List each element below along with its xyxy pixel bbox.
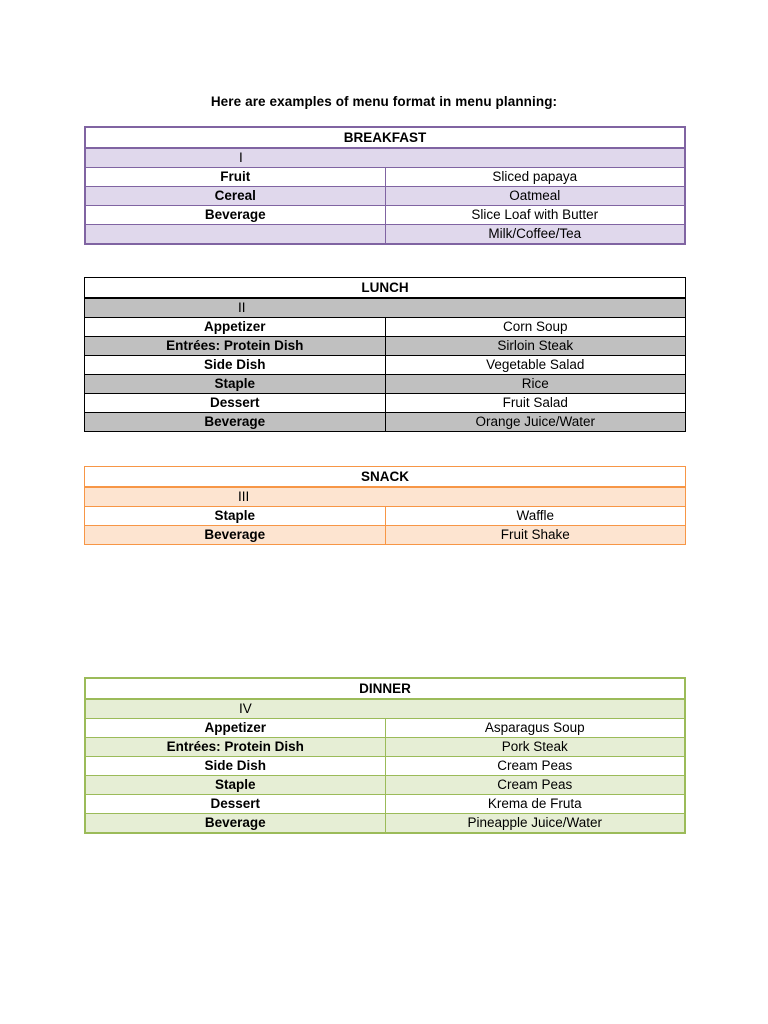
lunch-numeral: II xyxy=(85,298,686,318)
dinner-table xyxy=(84,677,686,834)
table-row xyxy=(85,526,686,545)
row-value: Pineapple Juice/Water xyxy=(385,814,685,834)
row-label: Fruit xyxy=(85,168,385,187)
table-row xyxy=(85,187,685,206)
table-title-row xyxy=(85,467,686,488)
table-row xyxy=(85,719,685,738)
table-numeral-row xyxy=(85,487,686,507)
row-label: Appetizer xyxy=(85,719,385,738)
table-row xyxy=(85,795,685,814)
row-label: Entrées: Protein Dish xyxy=(85,738,385,757)
table-title-row xyxy=(85,278,686,299)
snack-title: SNACK xyxy=(85,467,686,488)
row-label: Appetizer xyxy=(85,318,386,337)
table-row xyxy=(85,776,685,795)
row-label: Beverage xyxy=(85,206,385,225)
row-value: Sliced papaya xyxy=(385,168,685,187)
row-label: Dessert xyxy=(85,795,385,814)
table-row xyxy=(85,337,686,356)
row-value: Fruit Shake xyxy=(385,526,686,545)
table-row xyxy=(85,394,686,413)
lunch-title: LUNCH xyxy=(85,278,686,299)
table-row xyxy=(85,814,685,834)
row-value: Milk/Coffee/Tea xyxy=(385,225,685,245)
table-title-row xyxy=(85,127,685,148)
row-label: Staple xyxy=(85,375,386,394)
row-label: Beverage xyxy=(85,526,386,545)
row-value: Cream Peas xyxy=(385,757,685,776)
row-label: Staple xyxy=(85,776,385,795)
row-label: Beverage xyxy=(85,814,385,834)
row-label: Side Dish xyxy=(85,757,385,776)
table-row xyxy=(85,206,685,225)
row-value: Asparagus Soup xyxy=(385,719,685,738)
row-value: Cream Peas xyxy=(385,776,685,795)
row-value: Pork Steak xyxy=(385,738,685,757)
snack-numeral: III xyxy=(85,487,686,507)
row-value: Corn Soup xyxy=(385,318,686,337)
breakfast-numeral: I xyxy=(85,148,685,168)
table-row xyxy=(85,413,686,432)
row-value: Rice xyxy=(385,375,686,394)
dinner-numeral: IV xyxy=(85,699,685,719)
dinner-title: DINNER xyxy=(85,678,685,699)
row-value: Oatmeal xyxy=(385,187,685,206)
table-row xyxy=(85,375,686,394)
row-label: Cereal xyxy=(85,187,385,206)
row-value: Slice Loaf with Butter xyxy=(385,206,685,225)
row-label xyxy=(85,225,385,245)
row-label: Side Dish xyxy=(85,356,386,375)
table-numeral-row xyxy=(85,148,685,168)
row-value: Sirloin Steak xyxy=(385,337,686,356)
table-row xyxy=(85,225,685,245)
snack-table xyxy=(84,466,686,545)
table-row xyxy=(85,318,686,337)
row-value: Fruit Salad xyxy=(385,394,686,413)
row-label: Beverage xyxy=(85,413,386,432)
table-row xyxy=(85,168,685,187)
table-numeral-row xyxy=(85,699,685,719)
page-heading: Here are examples of menu format in menu planning: xyxy=(210,94,558,109)
row-value: Orange Juice/Water xyxy=(385,413,686,432)
table-row xyxy=(85,738,685,757)
row-value: Waffle xyxy=(385,507,686,526)
row-label: Dessert xyxy=(85,394,386,413)
row-value: Vegetable Salad xyxy=(385,356,686,375)
row-label: Staple xyxy=(85,507,386,526)
table-numeral-row xyxy=(85,298,686,318)
row-value: Krema de Fruta xyxy=(385,795,685,814)
lunch-table xyxy=(84,277,686,432)
row-label: Entrées: Protein Dish xyxy=(85,337,386,356)
table-row xyxy=(85,507,686,526)
breakfast-table xyxy=(84,126,686,245)
table-row xyxy=(85,356,686,375)
table-title-row xyxy=(85,678,685,699)
table-row xyxy=(85,757,685,776)
breakfast-title: BREAKFAST xyxy=(85,127,685,148)
